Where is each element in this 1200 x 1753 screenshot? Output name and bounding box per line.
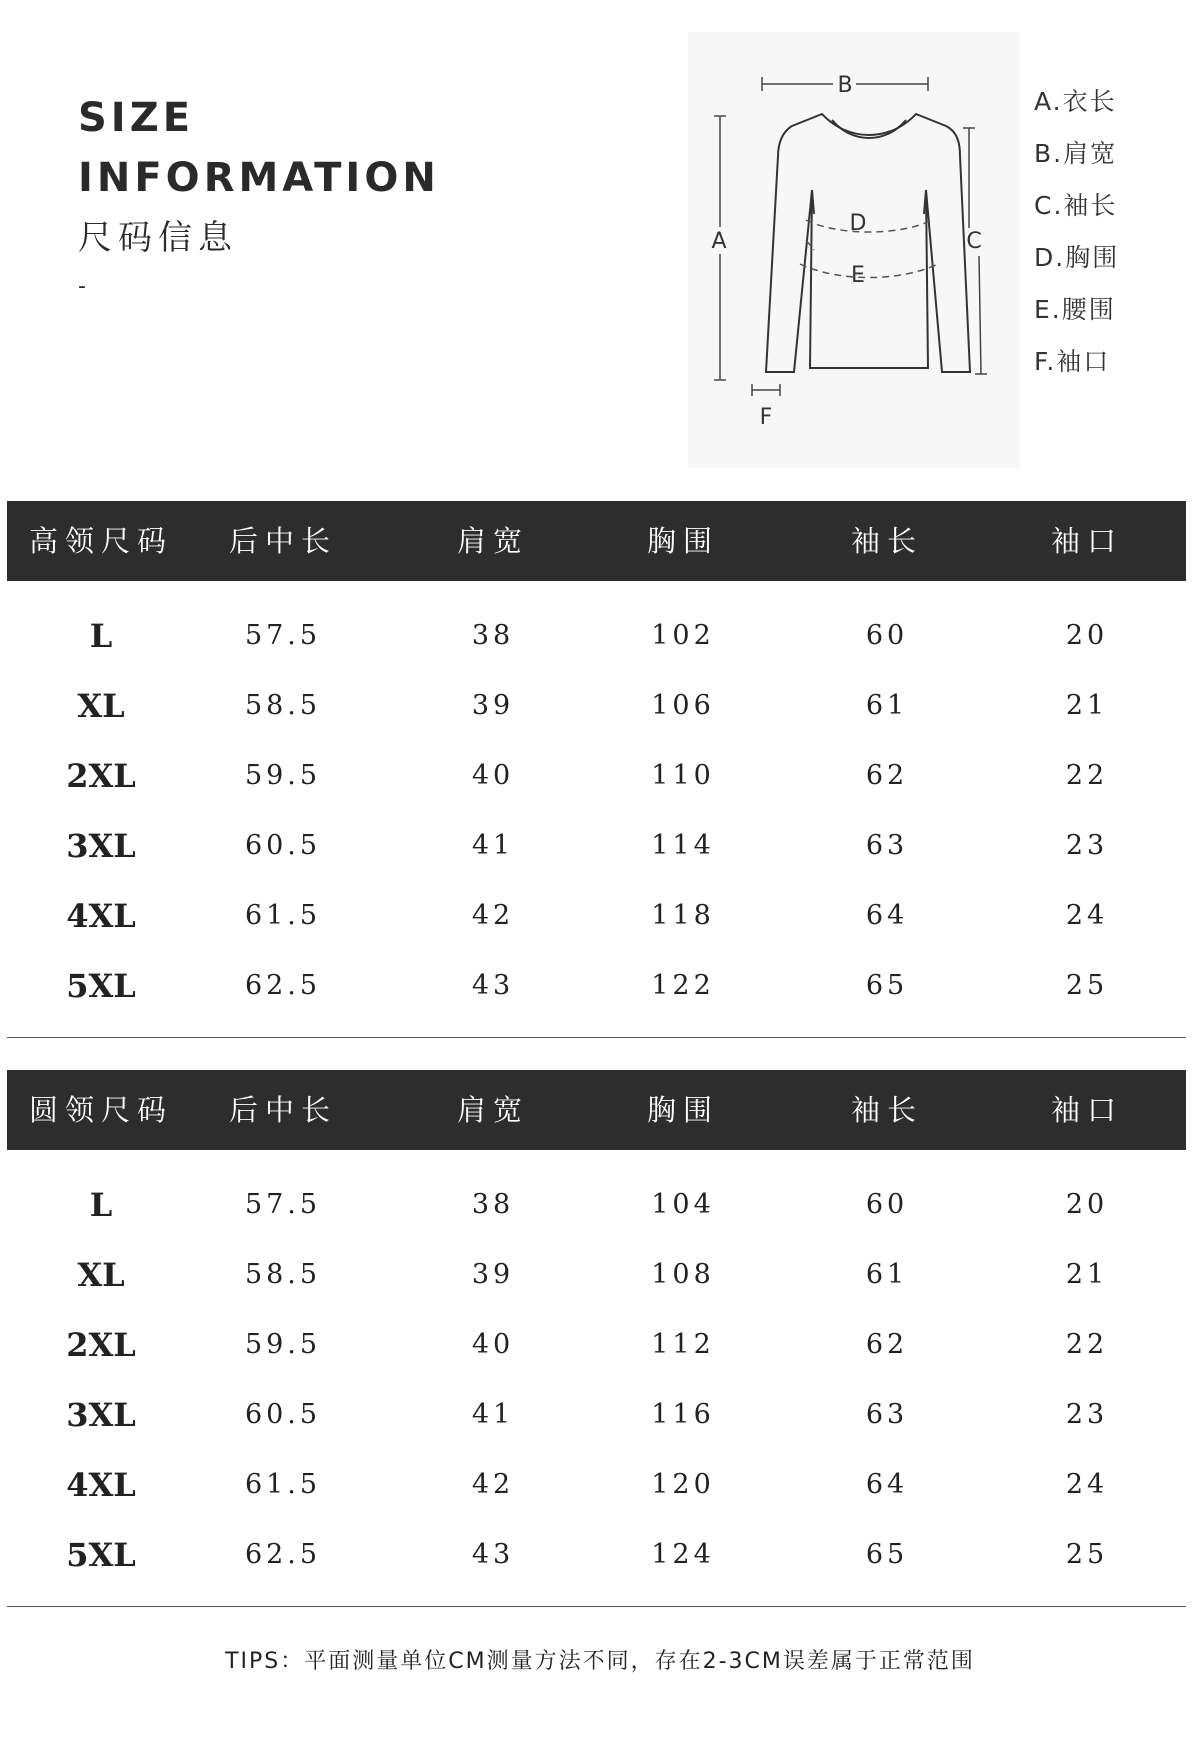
cell-sleeve: 65 (865, 1539, 909, 1570)
cell-shoulder: 42 (471, 1469, 515, 1500)
cell-cuff: 23 (1065, 1399, 1109, 1430)
table-row (7, 811, 1186, 881)
cell-chest: 118 (651, 900, 715, 931)
cell-sleeve: 60 (865, 620, 909, 651)
table-row (7, 1450, 1186, 1520)
cell-size: 3XL (66, 827, 136, 865)
cell-size: 3XL (66, 1396, 136, 1434)
header-chest: 胸围 (646, 1093, 720, 1127)
cell-sleeve: 63 (865, 830, 909, 861)
cell-size: XL (77, 687, 125, 725)
legend-item: E.腰围 (1034, 295, 1116, 324)
cell-length: 62.5 (244, 1539, 322, 1570)
divider (7, 1606, 1186, 1607)
measurement-legend (1034, 76, 1119, 388)
table-row (7, 741, 1186, 811)
diagram-label-b: B (837, 73, 853, 98)
table-header (7, 1070, 1186, 1150)
shirt-outline-icon (688, 32, 1020, 468)
table-row (7, 1170, 1186, 1240)
cell-size: 5XL (66, 967, 136, 1005)
cell-cuff: 25 (1065, 970, 1109, 1001)
header-shoulder: 肩宽 (456, 1093, 530, 1127)
cell-length: 62.5 (244, 970, 322, 1001)
cell-shoulder: 38 (471, 1189, 515, 1220)
cell-size: 2XL (66, 1326, 136, 1364)
cell-shoulder: 40 (471, 760, 515, 791)
table-header (7, 501, 1186, 581)
cell-cuff: 21 (1065, 1259, 1109, 1290)
cell-size: 4XL (66, 897, 136, 935)
cell-chest: 120 (651, 1469, 715, 1500)
cell-chest: 106 (651, 690, 715, 721)
cell-chest: 124 (651, 1539, 715, 1570)
cell-shoulder: 39 (471, 690, 515, 721)
cell-chest: 114 (651, 830, 715, 861)
cell-shoulder: 40 (471, 1329, 515, 1360)
cell-length: 60.5 (244, 830, 322, 861)
garment-diagram (688, 32, 1020, 468)
cell-shoulder: 41 (471, 1399, 515, 1430)
diagram-label-a: A (711, 229, 727, 254)
table-row (7, 881, 1186, 951)
cell-size: 2XL (66, 757, 136, 795)
cell-sleeve: 62 (865, 1329, 909, 1360)
cell-shoulder: 38 (471, 620, 515, 651)
header-cuff: 袖口 (1050, 524, 1124, 558)
cell-cuff: 20 (1065, 1189, 1109, 1220)
cell-length: 57.5 (244, 620, 322, 651)
page-title-cn: 尺码信息 (78, 218, 238, 258)
page-title-line2: INFORMATION (78, 155, 440, 201)
cell-cuff: 21 (1065, 690, 1109, 721)
cell-sleeve: 63 (865, 1399, 909, 1430)
cell-cuff: 22 (1065, 760, 1109, 791)
diagram-label-f: F (759, 405, 773, 430)
size-table-high-collar (7, 501, 1186, 1041)
cell-length: 58.5 (244, 1259, 322, 1290)
cell-sleeve: 61 (865, 1259, 909, 1290)
cell-chest: 110 (651, 760, 715, 791)
table-row (7, 951, 1186, 1021)
table-row (7, 601, 1186, 671)
cell-shoulder: 43 (471, 1539, 515, 1570)
cell-length: 61.5 (244, 1469, 322, 1500)
cell-shoulder: 39 (471, 1259, 515, 1290)
cell-size: 5XL (66, 1536, 136, 1574)
cell-chest: 116 (651, 1399, 715, 1430)
cell-shoulder: 42 (471, 900, 515, 931)
table-body (7, 1150, 1186, 1610)
cell-sleeve: 61 (865, 690, 909, 721)
diagram-label-d: D (849, 211, 867, 236)
cell-chest: 108 (651, 1259, 715, 1290)
page-title-line1: SIZE (78, 95, 195, 141)
cell-cuff: 23 (1065, 830, 1109, 861)
divider (7, 1037, 1186, 1038)
table-row (7, 1310, 1186, 1380)
header-length: 后中长 (228, 1093, 338, 1127)
cell-shoulder: 41 (471, 830, 515, 861)
cell-chest: 112 (651, 1329, 715, 1360)
cell-shoulder: 43 (471, 970, 515, 1001)
cell-chest: 122 (651, 970, 715, 1001)
cell-cuff: 25 (1065, 1539, 1109, 1570)
legend-item: A.衣长 (1034, 87, 1117, 116)
header-size: 圆领尺码 (28, 1093, 174, 1127)
cell-cuff: 24 (1065, 900, 1109, 931)
cell-sleeve: 64 (865, 1469, 909, 1500)
cell-length: 61.5 (244, 900, 322, 931)
cell-size: 4XL (66, 1466, 136, 1504)
header-cuff: 袖口 (1050, 1093, 1124, 1127)
cell-length: 57.5 (244, 1189, 322, 1220)
table-row (7, 671, 1186, 741)
table-row (7, 1520, 1186, 1590)
table-row (7, 1240, 1186, 1310)
header-shoulder: 肩宽 (456, 524, 530, 558)
legend-item: C.袖长 (1034, 191, 1118, 220)
title-dash: - (78, 274, 86, 299)
legend-item: F.袖口 (1034, 347, 1111, 376)
diagram-label-e: E (851, 263, 865, 288)
table-body (7, 581, 1186, 1041)
tips-note: TIPS：平面测量单位CM测量方法不同，存在2-3CM误差属于正常范围 (225, 1649, 975, 1674)
title-block (78, 88, 440, 302)
cell-length: 59.5 (244, 760, 322, 791)
header-chest: 胸围 (646, 524, 720, 558)
cell-sleeve: 65 (865, 970, 909, 1001)
cell-size: L (89, 1186, 113, 1224)
table-row (7, 1380, 1186, 1450)
size-table-round-collar (7, 1070, 1186, 1610)
cell-cuff: 20 (1065, 620, 1109, 651)
cell-sleeve: 60 (865, 1189, 909, 1220)
header-sleeve: 袖长 (850, 524, 924, 558)
cell-size: XL (77, 1256, 125, 1294)
cell-cuff: 24 (1065, 1469, 1109, 1500)
cell-sleeve: 62 (865, 760, 909, 791)
header-size: 高领尺码 (28, 524, 174, 558)
cell-chest: 104 (651, 1189, 715, 1220)
cell-length: 60.5 (244, 1399, 322, 1430)
legend-item: B.肩宽 (1034, 139, 1118, 168)
diagram-label-c: C (966, 229, 982, 254)
cell-cuff: 22 (1065, 1329, 1109, 1360)
cell-chest: 102 (651, 620, 715, 651)
cell-length: 58.5 (244, 690, 322, 721)
legend-item: D.胸围 (1034, 243, 1120, 272)
cell-sleeve: 64 (865, 900, 909, 931)
header-sleeve: 袖长 (850, 1093, 924, 1127)
cell-size: L (89, 617, 113, 655)
cell-length: 59.5 (244, 1329, 322, 1360)
header-length: 后中长 (228, 524, 338, 558)
